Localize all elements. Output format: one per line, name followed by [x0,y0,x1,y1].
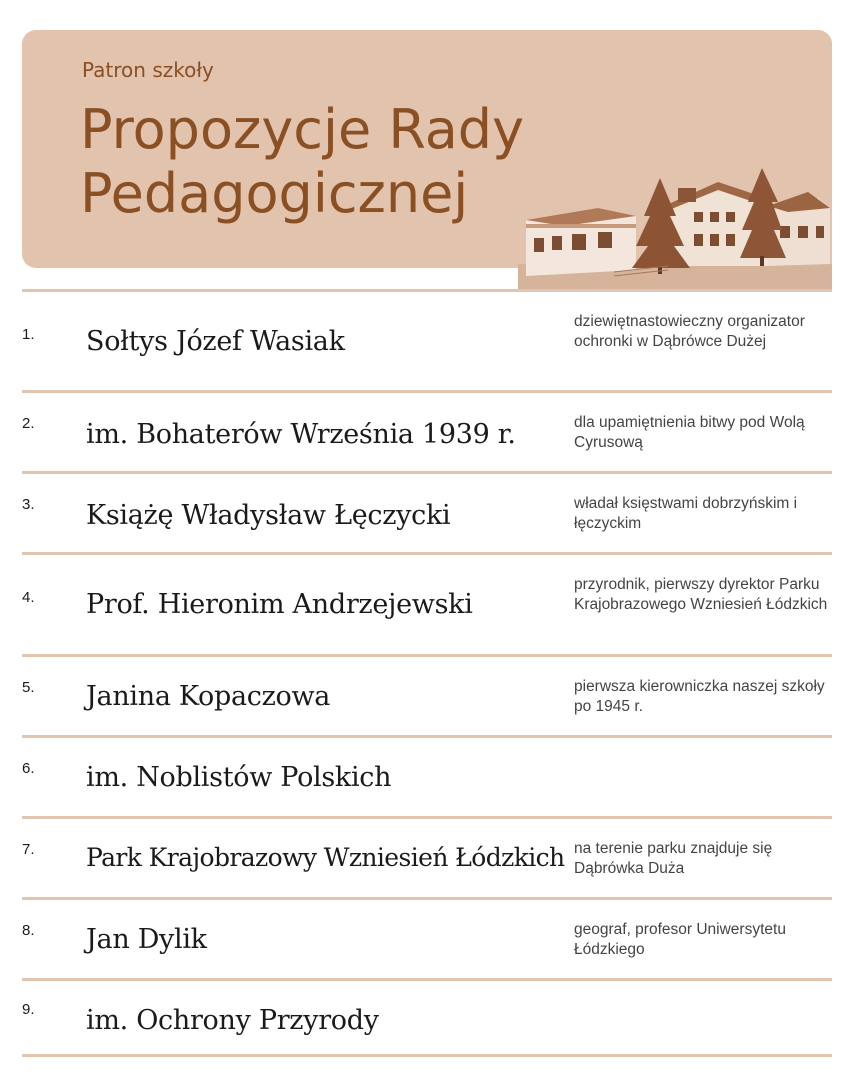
item-name: Książę Władysław Łęczycki [86,500,451,531]
item-name: Jan Dylik [86,924,207,955]
divider [22,289,832,292]
item-description: dziewiętnastowieczny organizator ochronki w Dąbrówce Dużej [574,313,805,350]
item-name: im. Ochrony Przyrody [86,1005,379,1036]
item-number: 8. [22,922,35,939]
item-name: Janina Kopaczowa [86,681,331,712]
divider [22,1054,832,1057]
divider [22,897,832,900]
divider [22,471,832,474]
item-number: 9. [22,1001,35,1018]
divider [22,654,832,657]
item-number: 2. [22,415,35,432]
item-number: 1. [22,326,35,343]
divider [22,390,832,393]
item-description: władał księstwami dobrzyńskim i łęczyckim [574,495,798,532]
page-subtitle: Patron szkoły [82,58,214,82]
divider [22,978,832,981]
item-name: Sołtys Józef Wasiak [86,326,345,357]
item-description: geograf, profesor Uniwersytetu Łódzkiego [574,921,786,958]
item-description: dla upamiętnienia bitwy pod Wolą Cyrusową [574,414,805,451]
item-name: Prof. Hieronim Andrzejewski [86,589,473,620]
item-number: 5. [22,679,35,696]
item-name: im. Bohaterów Września 1939 r. [86,419,516,450]
item-number: 4. [22,589,35,606]
school-building-photo [518,168,832,292]
page-title-line-2: Pedagogicznej [80,162,469,225]
item-number: 6. [22,760,35,777]
item-name: im. Noblistów Polskich [86,762,392,793]
page-title-line-1: Propozycje Rady [80,98,525,161]
item-name: Park Krajobrazowy Wzniesień Łódzkich [86,843,565,872]
divider [22,735,832,738]
divider [22,552,832,555]
item-number: 3. [22,496,35,513]
item-description: na terenie parku znajduje się Dąbrówka Duża [574,840,773,877]
divider [22,816,832,819]
item-description: pierwsza kierowniczka naszej szkoły po 1945 r. [574,678,825,715]
page-title [80,98,524,226]
item-number: 7. [22,841,35,858]
item-description: przyrodnik, pierwszy dyrektor Parku Krajobrazowego Wzniesień Łódzkich [574,576,828,613]
